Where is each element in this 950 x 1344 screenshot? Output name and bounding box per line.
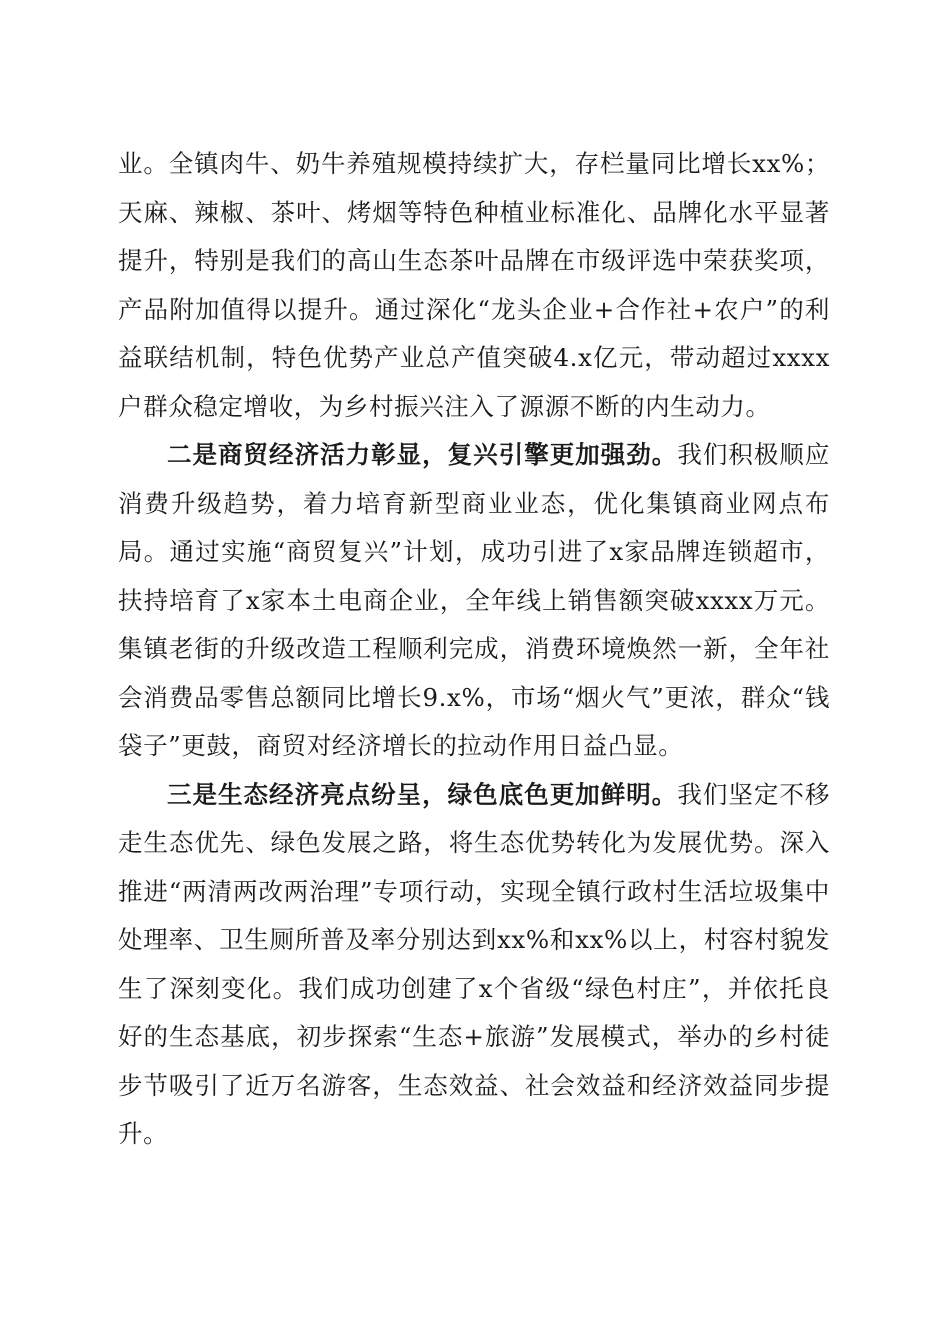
document-body [118,140,830,1159]
paragraph-text: 我们坚定不移走生态优先、绿色发展之路，将生态优势转化为发展优势。深入推进“两清两改两治理”专项行动，实现全镇行政村生活垃圾集中处理率、卫生厕所普及率分别达到xx%和xx%以上，村容村貌发生了深刻变化。我们成功创建了x个省级“绿色村庄”，并依托良好的生态基底，初步探索“生态+旅游”发展模式，举办的乡村徒步节吸引了近万名游客，生态效益、社会效益和经济效益同步提升。 [118,779,830,1148]
paragraph-lead: 三是生态经济亮点纷呈，绿色底色更加鲜明。 [167,779,678,809]
paragraph-agriculture [118,140,830,431]
paragraph-text: 我们积极顺应消费升级趋势，着力培育新型商业业态，优化集镇商业网点布局。通过实施“商贸复兴”计划，成功引进了x家品牌连锁超市，扶持培育了x家本土电商企业，全年线上销售额突破xxxx万元。集镇老街的升级改造工程顺利完成，消费环境焕然一新，全年社会消费品零售总额同比增长9.x%，市场“烟火气”更浓，群众“钱袋子”更鼓，商贸对经济增长的拉动作用日益凸显。 [118,440,830,760]
paragraph-lead: 二是商贸经济活力彰显，复兴引擎更加强劲。 [167,440,678,469]
paragraph-text: 业。全镇肉牛、奶牛养殖规模持续扩大，存栏量同比增长xx%；天麻、辣椒、茶叶、烤烟等特色种植业标准化、品牌化水平显著提升，特别是我们的高山生态茶叶品牌在市级评选中荣获奖项，产品附加值得以提升。通过深化“龙头企业+合作社+农户”的利益联结机制，特色优势产业总产值突破4.x亿元，带动超过xxxx户群众稳定增收，为乡村振兴注入了源源不断的内生动力。 [118,149,830,421]
paragraph-commerce [118,431,830,771]
paragraph-ecology [118,771,830,1159]
